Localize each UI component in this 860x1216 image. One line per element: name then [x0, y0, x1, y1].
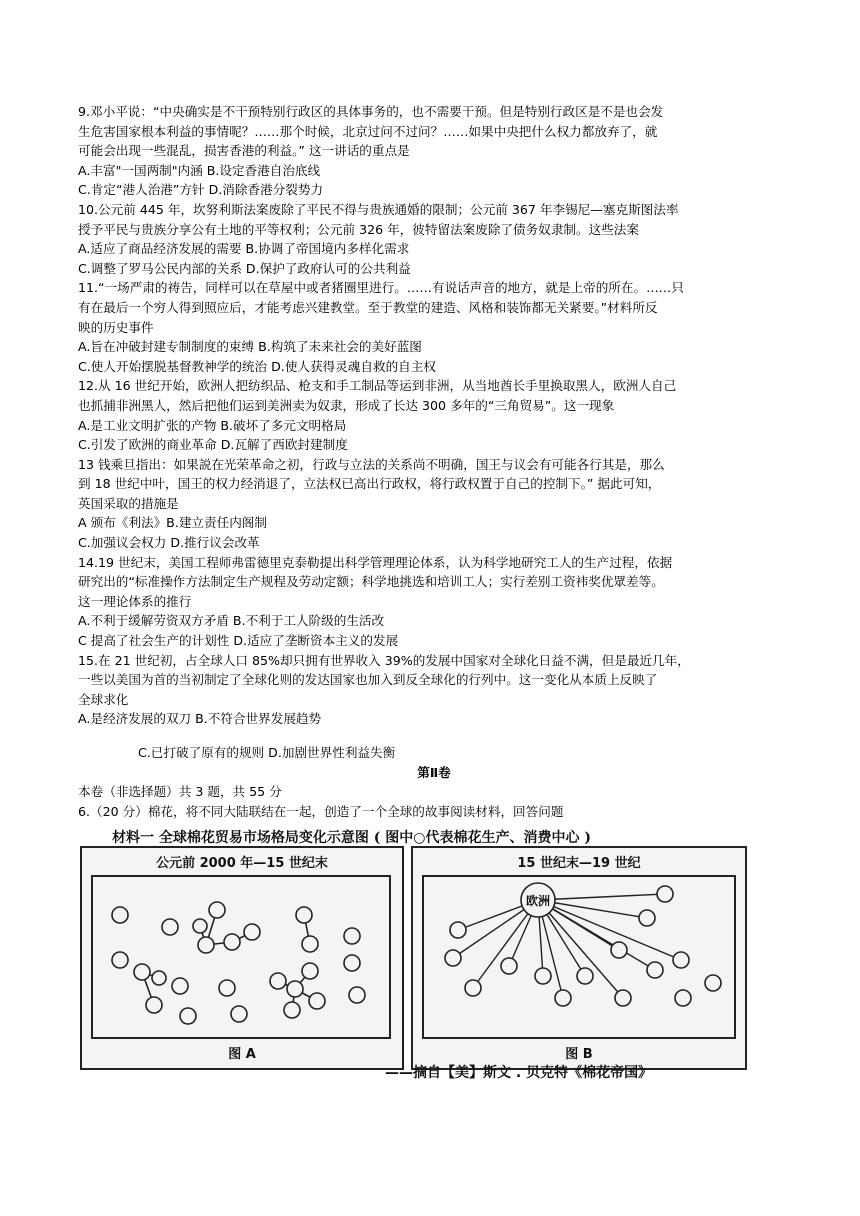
question-stem: 生危害国家根本利益的事情呢？……那个时候，北京过问不过问？……如果中央把什么权力都放弃了，就 — [78, 123, 658, 139]
panel-b-network — [413, 848, 745, 1068]
question-stem: 到 18 世纪中叶，国王的权力经消退了，立法权已高出行政权，将行政权置于自己的控制下。” 据此可知， — [78, 476, 661, 492]
question-stem: 全球求化 — [78, 691, 129, 707]
question-stem: 9.邓小平说：“中央确实是不干预特别行政区的具体事务的，也不需要干预。但是特别行政区是不是也会发 — [78, 104, 664, 119]
question-stem: 有在最后一个穷人得到照应后，才能考虑兴建教堂。至于教堂的建造、风格和装饰都无关紧要。”材料所反 — [78, 299, 658, 315]
question-stem: 授予平民与贵族分享公有土地的平等权利；公元前 326 年，彼特留法案废除了债务奴隶制。这些法案 — [78, 221, 639, 237]
section-title: 第Ⅱ卷 — [417, 764, 451, 780]
diagram-panel-b — [411, 846, 747, 1070]
diagram-panel-a — [80, 846, 404, 1070]
question-10 — [78, 200, 790, 278]
europe-hub-label: 欧洲 — [525, 894, 551, 908]
question-stem: 映的历史事件 — [78, 319, 154, 335]
question-stem: 13 钱乘旦指出：如果説在光荣革命之初，行政与立法的关系尚不明确，国王与议会有可能各行其是，那么 — [78, 456, 665, 472]
question-15 — [78, 651, 790, 763]
section-intro: 本卷（非选择题）共 3 题，共 55 分 — [78, 784, 282, 800]
question-9 — [78, 102, 790, 200]
question-stem: 英国采取的措施是 — [78, 495, 179, 511]
answer-options: C.已打破了原有的规则 D.加剧世界性利益失衡 — [138, 745, 396, 760]
panel-a-network — [82, 848, 402, 1068]
question-12 — [78, 376, 790, 454]
panel-a-title: 公元前 2000 年—15 世纪末 — [156, 856, 328, 871]
panel-b-label: 图 B — [565, 1047, 593, 1062]
question-stem: 可能会出现一些混乱，损害香港的利益。” 这一讲话的重点是 — [78, 143, 410, 159]
question-stem: 一些以美国为首的当初制定了全球化则的发达国家也加入到反全球化的行列中。这一变化从本质上反映了 — [78, 672, 658, 688]
question-stem: 15.在 21 世纪初，占全球人口 85%却只拥有世界收入 39%的发展中国家对全球化日益不满，但是最近几年， — [78, 652, 690, 668]
question-stem: 10.公元前 445 年，坎努利斯法案废除了平民不得与贵族通婚的限制；公元前 367 年李锡尼—塞克斯图法率 — [78, 201, 679, 217]
figure-caption: 材料一 全球棉花贸易市场格局变化示意图 ( 图中○代表棉花生产、消费中心 ) — [112, 830, 591, 846]
answer-options: A.适应了商品经济发展的需要 B.协调了帝国境内多样化需求 — [78, 241, 410, 257]
figure-source: ——摘自【美】斯文 . 贝克特《棉花帝国》 — [385, 1065, 653, 1081]
answer-options: C.加强议会权力 D.推行议会改革 — [78, 535, 260, 551]
answer-options: A.是工业文明扩张的产物 B.破坏了多元文明格局 — [78, 417, 347, 433]
answer-options: A.旨在冲破封建专制制度的束缚 B.构筑了未来社会的美好蓝图 — [78, 339, 422, 355]
questions-text — [78, 102, 790, 821]
question-stem: 也抓捕非洲黑人，然后把他们运到美洲卖为奴隶，形成了长达 300 多年的“三角贸易”。这一现象 — [78, 397, 615, 413]
question-stem: 12.从 16 世纪开始，欧洲人把纺织品、枪支和手工制品等运到非洲，从当地酋长手里换取黑人，欧洲人自己 — [78, 378, 677, 394]
question-13 — [78, 455, 790, 553]
question-stem: 11.“一场严肃的祷告，同样可以在草屋中或者猪圈里进行。……有说话声音的地方，就是上帝的所在。……只 — [78, 280, 684, 296]
question-6-stem: 6.（20 分）棉花，将不同大陆联结在一起，创造了一个全球的故事阅读材料，回答问题 — [78, 803, 564, 819]
answer-options: C.引发了欧洲的商业革命 D.瓦解了西欧封建制度 — [78, 437, 348, 453]
answer-options: A.是经济发展的双刀 B.不符合世界发展趋势 — [78, 711, 322, 727]
answer-options: C.使人开始摆脱基督教神学的统治 D.使人获得灵魂自救的自主权 — [78, 358, 436, 374]
answer-options: A 颁布《利法》B.建立责任内阁制 — [78, 515, 267, 531]
answer-options: C 提高了社会生产的计划性 D.适应了垄断资本主义的发展 — [78, 633, 399, 649]
answer-options: C.调整了罗马公民内部的关系 D.保护了政府认可的公共利益 — [78, 260, 411, 276]
answer-options: A.丰富"一国两制"内涵 B.设定香港自治底线 — [78, 162, 321, 178]
question-stem: 研究出的“标准操作方法制定生产规程及劳动定额；科学地挑选和培训工人；实行差别工资袆奖优眾差等。 — [78, 574, 664, 590]
cotton-trade-figure — [78, 826, 783, 1088]
panel-a-label: 图 A — [228, 1047, 256, 1062]
answer-options: C.肯定“港人治港”方针 D.消除香港分裂势力 — [78, 182, 324, 198]
question-14 — [78, 553, 790, 651]
panel-b-title: 15 世纪末—19 世纪 — [517, 856, 641, 871]
question-stem: 14.19 世纪末，美国工程师弗雷德里克泰勒提出科学管理理论体系，认为科学地研究工人的生产过程，依据 — [78, 554, 673, 570]
question-11 — [78, 278, 790, 376]
question-stem: 这一理论体系的推行 — [78, 593, 192, 609]
answer-options: A.不利于缓解劳资双方矛盾 B.不利于工人阶级的生活改 — [78, 613, 385, 629]
